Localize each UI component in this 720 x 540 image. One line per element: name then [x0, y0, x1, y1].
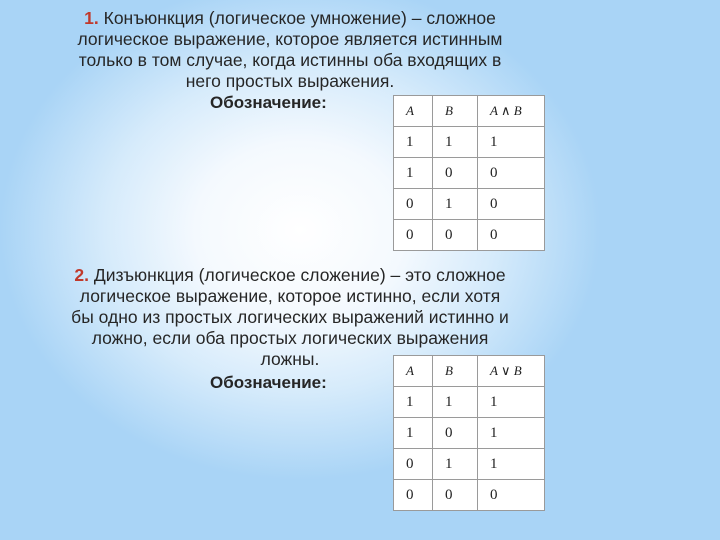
table-cell: 1 [433, 387, 478, 418]
table-cell: 1 [478, 418, 545, 449]
table-cell: 1 [433, 189, 478, 220]
notation-label: Обозначение: [210, 373, 327, 392]
table-cell: 0 [478, 220, 545, 251]
definition-line: логическое выражение, которое является истинным [77, 29, 503, 49]
table-cell: 1 [433, 449, 478, 480]
table-cell: 1 [394, 418, 433, 449]
conjunction-definition [20, 8, 560, 92]
header-cell: A ∨ B [478, 356, 545, 387]
header-cell: A [394, 356, 433, 387]
table-row [394, 189, 545, 220]
header-cell: B [433, 356, 478, 387]
table-cell: 0 [394, 189, 433, 220]
definition-line: него простых выражения. [185, 71, 395, 91]
header-cell: A [394, 96, 433, 127]
table-row [394, 418, 545, 449]
table-cell: 1 [394, 387, 433, 418]
conjunction-truth-table [393, 95, 545, 251]
table-cell: 0 [433, 220, 478, 251]
section-number: 1. [84, 8, 99, 28]
table-row [394, 158, 545, 189]
table-cell: 0 [394, 449, 433, 480]
section-number: 2. [74, 265, 89, 285]
table-cell: 0 [433, 158, 478, 189]
table-cell: 0 [394, 220, 433, 251]
table-cell: 0 [433, 480, 478, 511]
table-cell: 1 [478, 449, 545, 480]
table-cell: 0 [394, 480, 433, 511]
header-cell: A ∧ B [478, 96, 545, 127]
table-row [394, 480, 545, 511]
table-row [394, 220, 545, 251]
definition-line: 1. Конъюнкция (логическое умножение) – сложное [84, 8, 496, 28]
definition-line: только в том случае, когда истинны оба входящих в [78, 50, 502, 70]
table-row [394, 387, 545, 418]
table-cell: 1 [433, 127, 478, 158]
table-cell: 1 [394, 127, 433, 158]
definition-line: логическое выражение, которое истинно, если хотя [79, 286, 501, 306]
definition-line: бы одно из простых логических выражений истинно и [71, 307, 509, 327]
table-cell: 0 [433, 418, 478, 449]
definition-line: ложны. [260, 349, 320, 369]
table-cell: 1 [394, 158, 433, 189]
disjunction-truth-table [393, 355, 545, 511]
table-cell: 1 [478, 387, 545, 418]
definition-line: 2. Дизъюнкция (логическое сложение) – это сложное [74, 265, 506, 285]
header-cell: B [433, 96, 478, 127]
notation-label: Обозначение: [210, 93, 327, 112]
table-cell: 0 [478, 158, 545, 189]
table-header-row [394, 96, 545, 127]
table-cell: 0 [478, 480, 545, 511]
table-row [394, 127, 545, 158]
table-cell: 0 [478, 189, 545, 220]
table-header-row [394, 356, 545, 387]
definition-line: ложно, если оба простых логических выражения [91, 328, 489, 348]
table-row [394, 449, 545, 480]
table-cell: 1 [478, 127, 545, 158]
